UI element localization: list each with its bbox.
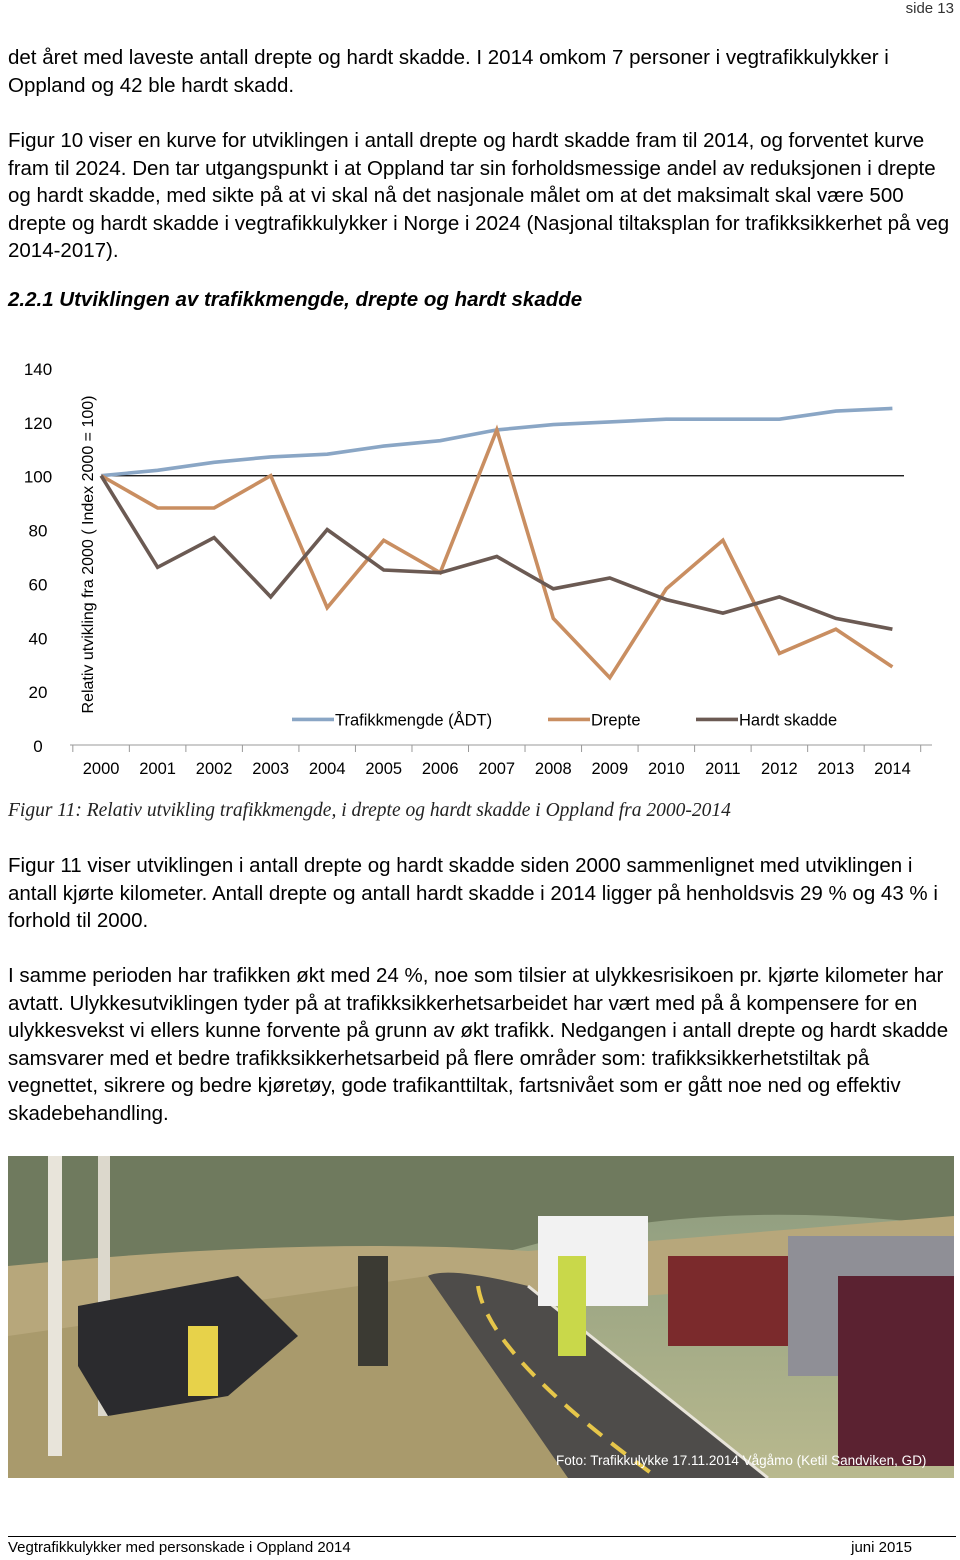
photo-credit: Foto: Trafikkulykke 17.11.2014 Vågåmo (Ketil Sandviken, GD) — [556, 1453, 927, 1468]
page-number: side 13 — [905, 0, 954, 17]
y-tick-label: 100 — [23, 467, 53, 487]
x-tick-label: 2008 — [534, 760, 572, 778]
firefighter — [358, 1256, 388, 1366]
legend-label: Drepte — [591, 711, 641, 730]
x-tick-label: 2010 — [647, 760, 685, 778]
series-line — [101, 430, 892, 678]
x-tick-label: 2000 — [82, 760, 120, 778]
accident-photo — [8, 1156, 954, 1478]
footer-date: juni 2015 — [851, 1539, 912, 1556]
x-tick-label: 2014 — [874, 760, 911, 778]
rescuer — [558, 1256, 586, 1356]
x-tick-label: 2005 — [365, 760, 403, 778]
series-line — [101, 476, 892, 630]
y-tick-label: 20 — [28, 683, 48, 703]
x-tick-label: 2011 — [705, 760, 741, 778]
x-tick-label: 2012 — [761, 760, 798, 778]
series-line — [101, 408, 892, 475]
paragraph-2: Figur 10 viser en kurve for utviklingen i antall drepte og hardt skadde fram til 2014, og forventet kurve fram til 2024. Den tar utgangspunkt i at Oppland tar sin forholdsmessige andel av reduksjonen i drepte og hardt skadde, med sikte på at vi skal nå det nasjonale målet om at det maksimalt skal være 500 drepte og hardt skadde i vegtrafikkulykker i Norge i 2024 (Nasjonal tiltaksplan for trafikksikkerhet på veg 2014-2017). — [8, 129, 950, 262]
footer-title: Vegtrafikkulykker med personskade i Oppland 2014 — [8, 1539, 351, 1556]
y-tick-label: 0 — [33, 737, 43, 756]
section-heading: 2.2.1 Utviklingen av trafikkmengde, drepte og hardt skadde — [8, 288, 583, 311]
queued-car — [668, 1256, 788, 1346]
paragraph-3: Figur 11 viser utviklingen i antall drepte og hardt skadde siden 2000 sammenlignet med utviklingen i antall kjørte kilometer. Antall drepte og antall hardt skadde i 2014 ligger på henholdsvis 29 % og 43 % i forhold til 2000. — [8, 854, 938, 932]
figure-caption: Figur 11: Relativ utvikling trafikkmengde, i drepte og hardt skadde i Oppland fra 2000-2014 — [8, 800, 731, 821]
paragraph-4: I samme perioden har trafikken økt med 24 %, noe som tilsier at ulykkesrisikoen pr. kjørte kilometer har avtatt. Ulykkesutviklingen tyder på at trafikksikkerhetsarbeidet har vært med på å kompensere for en ulykkesvekst vi ellers kunne forvente på grunn av økt trafikk. Nedgangen i antall drepte og hardt skadde samsvarer med et bedre trafikksikkerhetsarbeid på flere områder som: trafikksikkerhetstiltak på vegnettet, sikrere og bedre kjøretøy, gode trafikanttiltak, fartsnivået som er gått noe ned og effektiv skadebehandling. — [8, 964, 949, 1125]
ambulance — [538, 1216, 648, 1306]
birch-trunk — [48, 1156, 62, 1456]
x-tick-label: 2009 — [591, 760, 629, 778]
y-axis-title: Relativ utvikling fra 2000 ( Index 2000 = 100) — [80, 395, 97, 714]
line-chart — [0, 350, 960, 795]
footer-rule — [8, 1536, 956, 1537]
x-tick-label: 2003 — [252, 760, 290, 778]
x-tick-label: 2004 — [308, 760, 346, 778]
y-tick-label: 80 — [28, 521, 48, 541]
y-tick-label: 40 — [28, 629, 48, 649]
y-tick-label: 120 — [23, 413, 53, 433]
rescuer — [188, 1326, 218, 1396]
accident-scene-illustration — [8, 1156, 954, 1478]
x-tick-label: 2007 — [478, 760, 516, 778]
x-tick-label: 2002 — [195, 760, 233, 778]
paragraph-1: det året med laveste antall drepte og hardt skadde. I 2014 omkom 7 personer i vegtrafikkulykker i Oppland og 42 ble hardt skadd. — [8, 46, 889, 97]
legend-label: Trafikkmengde (ÅDT) — [335, 711, 493, 730]
legend-label: Hardt skadde — [739, 711, 838, 730]
y-tick-label: 140 — [23, 360, 53, 379]
x-tick-label: 2013 — [817, 760, 855, 778]
x-tick-label: 2006 — [421, 760, 459, 778]
queued-car — [838, 1276, 954, 1466]
y-tick-label: 60 — [28, 575, 48, 595]
x-tick-label: 2001 — [139, 760, 176, 778]
